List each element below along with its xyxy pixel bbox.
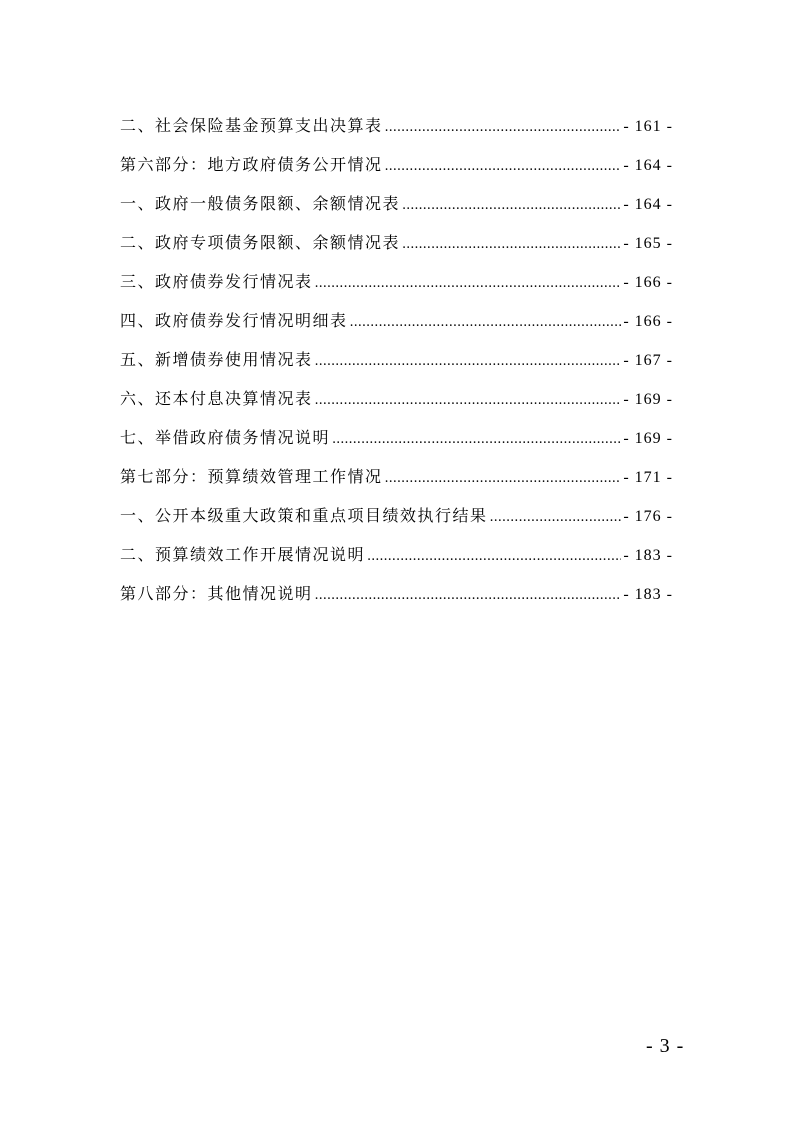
toc-entry-page: - 169 - <box>623 391 673 408</box>
toc-entry-page: - 183 - <box>623 586 673 603</box>
toc-entry[interactable] <box>120 535 673 574</box>
toc-entry-title: 四、政府债券发行情况明细表 <box>120 311 348 330</box>
toc-entry-page: - 167 - <box>623 352 673 369</box>
toc-entry-title: 二、政府专项债务限额、余额情况表 <box>120 233 401 252</box>
toc-leader-dots <box>385 147 622 186</box>
toc-entry[interactable] <box>120 106 673 145</box>
toc-entry[interactable] <box>120 223 673 262</box>
toc-entry[interactable] <box>120 379 673 418</box>
page-number: - 3 - <box>646 1035 685 1057</box>
toc-entry[interactable] <box>120 457 673 496</box>
toc-entry[interactable] <box>120 574 673 613</box>
toc-leader-dots <box>490 498 622 537</box>
toc-leader-dots <box>350 303 622 342</box>
toc-leader-dots <box>367 537 621 576</box>
toc-entry[interactable] <box>120 262 673 301</box>
toc-entry-page: - 161 - <box>623 118 673 135</box>
table-of-contents <box>120 106 673 613</box>
toc-entry-page: - 165 - <box>623 235 673 252</box>
toc-leader-dots <box>385 108 622 147</box>
toc-leader-dots <box>315 576 622 615</box>
toc-entry-title: 三、政府债券发行情况表 <box>120 272 313 291</box>
toc-entry-page: - 166 - <box>623 274 673 291</box>
toc-entry-title: 第七部分：预算绩效管理工作情况 <box>120 467 383 486</box>
toc-entry-page: - 183 - <box>623 547 673 564</box>
toc-entry[interactable] <box>120 496 673 535</box>
toc-leader-dots <box>315 342 622 381</box>
toc-entry-title: 第六部分：地方政府债务公开情况 <box>120 155 383 174</box>
toc-entry-title: 一、公开本级重大政策和重点项目绩效执行结果 <box>120 506 488 525</box>
toc-entry-title: 二、预算绩效工作开展情况说明 <box>120 545 366 564</box>
toc-entry[interactable] <box>120 418 673 457</box>
toc-entry-page: - 176 - <box>623 508 673 525</box>
toc-entry[interactable] <box>120 340 673 379</box>
toc-leader-dots <box>315 264 622 303</box>
toc-leader-dots <box>385 459 622 498</box>
toc-entry-title: 一、政府一般债务限额、余额情况表 <box>120 194 401 213</box>
toc-entry-title: 五、新增债券使用情况表 <box>120 350 313 369</box>
toc-entry-page: - 169 - <box>623 430 673 447</box>
toc-entry-title: 六、还本付息决算情况表 <box>120 389 313 408</box>
toc-entry-title: 第八部分：其他情况说明 <box>120 584 313 603</box>
toc-leader-dots <box>332 420 621 459</box>
toc-entry-title: 七、举借政府债务情况说明 <box>120 428 331 447</box>
toc-leader-dots <box>402 186 621 225</box>
toc-entry-page: - 164 - <box>623 157 673 174</box>
toc-entry[interactable] <box>120 184 673 223</box>
toc-entry-page: - 166 - <box>623 313 673 330</box>
toc-leader-dots <box>402 225 621 264</box>
toc-entry[interactable] <box>120 145 673 184</box>
toc-entry[interactable] <box>120 301 673 340</box>
toc-entry-page: - 164 - <box>623 196 673 213</box>
toc-entry-title: 二、社会保险基金预算支出决算表 <box>120 116 383 135</box>
toc-leader-dots <box>315 381 622 420</box>
toc-entry-page: - 171 - <box>623 469 673 486</box>
